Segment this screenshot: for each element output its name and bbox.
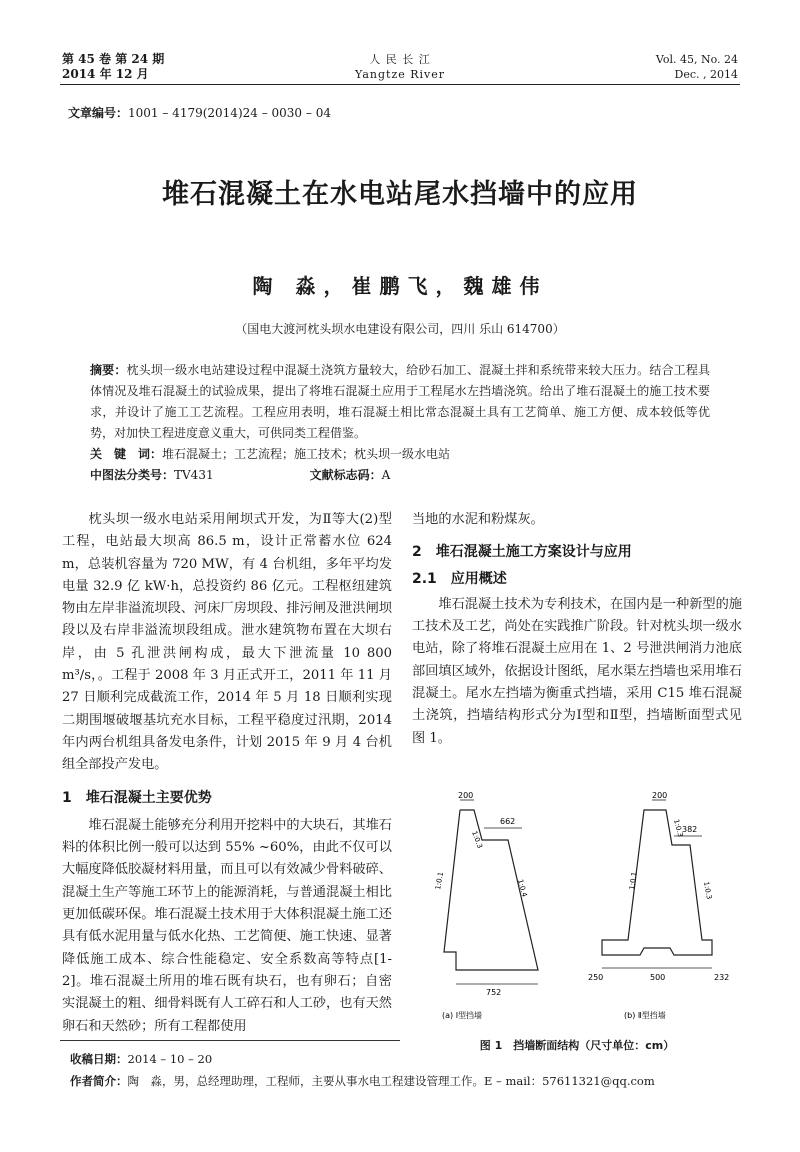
wall-1-slope-front: 1:0.1: [434, 871, 446, 891]
wall-2-top-label: 200: [652, 791, 668, 800]
date-en: Dec. , 2014: [674, 68, 738, 81]
keywords: [90, 445, 450, 462]
wall-1-step-label: 662: [500, 817, 516, 826]
volume-issue-cn: 第 45 卷 第 24 期: [62, 52, 165, 66]
volume-issue-en: Vol. 45, No. 24: [655, 53, 738, 66]
wall-2-right-label: 232: [714, 973, 730, 982]
affiliation: （国电大渡河枕头坝水电建设有限公司，四川 乐山 614700）: [235, 322, 565, 336]
article-number-value: 1001 – 4179(2014)24 – 0030 – 04: [128, 106, 331, 120]
clc-value: TV431: [174, 468, 214, 482]
wall-2-caption: (b) Ⅱ型挡墙: [624, 1011, 666, 1020]
author-bio: [70, 1073, 655, 1089]
journal-volume-en: [656, 52, 738, 82]
left-column: [62, 509, 392, 1038]
wall-1-top-label: 200: [458, 791, 474, 800]
wall-1-base-label: 752: [486, 988, 502, 997]
article-number-label: 文章编号：: [68, 106, 129, 120]
author-bio-label: 作者简介：: [70, 1074, 128, 1088]
clc-label: 中图法分类号：: [90, 468, 175, 482]
right-column: [412, 509, 742, 750]
section-2-1-paragraph: 堆石混凝土技术为专利技术，在国内是一种新型的施工技术及工艺，尚处在实践推广阶段。针对枕头坝一级水电站，除了将堆石混凝土应用在 1、2 号泄洪闸消力池底部回填区域外，依据设计图纸，尾水渠左挡墙也采用堆石混凝土。尾水左挡墙为衡重式挡墙，采用 C15 堆石混凝土浇筑，挡墙结构形式分为Ⅰ型和Ⅱ型，挡墙断面型式见图 1。: [412, 596, 742, 746]
keywords-text: 堆石混凝土；工艺流程；施工技术；枕头坝一级水电站: [162, 447, 451, 461]
wall-2-step-label: 382: [682, 825, 698, 834]
classification: [90, 466, 438, 483]
wall-1-caption: (a) Ⅰ型挡墙: [442, 1011, 483, 1020]
section-2-1-heading: 2.1 应用概述: [412, 570, 507, 587]
received-value: 2014 – 10 – 20: [127, 1052, 213, 1066]
wall-2-slope-front: 1:0.1: [628, 871, 639, 891]
wall-2-mid-label: 500: [650, 973, 666, 982]
continued-text: 当地的水泥和粉煤灰。: [412, 512, 544, 527]
wall-2-slope-upper: 1:0.3: [672, 818, 685, 838]
figure-caption: 图 1 挡墙断面结构（尺寸单位：cm）: [479, 1039, 675, 1052]
intro-paragraph: 枕头坝一级水电站采用闸坝式开发，为Ⅱ等大(2)型工程，电站最大坝高 86.5 m，设计正常蓄水位 624 m，总装机容量为 720 MW，有 4 台机组，多年平均发电量 32.9 亿 kW·h，总投资约 86 亿元。工程枢纽建筑物由左岸非溢流坝段、河床厂房坝段、排污闸及泄洪闸坝段以及右岸非溢流坝段组成。泄水建筑物布置在大坝右岸，由 5 孔泄洪闸构成，最大下泄流量 10 800 m³/s，。工程于 2008 年 3 月正式开工，2011 年 11 月 27 日顺利完成截流工作，2014 年 5 月 18 日顺利实现二期围堰破堰基坑充水目标，工程平稳度过汛期，2014 年内两台机组具备发电条件，计划 2015 年 9 月 4 台机组全部投产发电。: [62, 512, 392, 773]
abstract-label: 摘要：: [90, 363, 127, 377]
wall-1-slope-back: 1:0.4: [516, 878, 529, 898]
header-rule: [60, 84, 740, 85]
abstract-text: 枕头坝一级水电站建设过程中混凝土浇筑方量较大，给砂石加工、混凝土拌和系统带来较大压力。结合工程具体情况及堆石混凝土的试验成果，提出了将堆石混凝土应用于工程尾水左挡墙浇筑。给出了堆石混凝土的施工技术要求，并设计了施工工艺流程。工程应用表明，堆石混凝土相比常态混凝土具有工艺简单、施工方便、成本较低等优势，对加快工程进度意义重大，可供同类工程借鉴。: [90, 363, 710, 440]
wall-2-slope-back: 1:0.3: [702, 880, 714, 901]
footnote-rule: [60, 1040, 400, 1041]
article-number: [68, 104, 331, 121]
section-2-heading: 2 堆石混凝土施工方案设计与应用: [412, 544, 632, 561]
retaining-wall-figure: [412, 790, 742, 1030]
date-cn: 2014 年 12 月: [62, 67, 149, 81]
received-date: [70, 1051, 212, 1067]
section-1-heading: 1 堆石混凝土主要优势: [62, 789, 212, 806]
journal-name: [330, 52, 470, 82]
journal-name-en: Yangtze River: [354, 68, 446, 81]
abstract: [90, 360, 710, 444]
author-list: 陶 淼，崔鹏飞，魏雄伟: [252, 274, 548, 298]
paper-title: 堆石混凝土在水电站尾水挡墙中的应用: [162, 179, 638, 210]
doc-code-value: A: [381, 468, 391, 482]
keywords-label: 关 键 词：: [90, 447, 163, 461]
wall-1-slope-upper: 1:0.3: [470, 829, 484, 850]
author-bio-text: 陶 淼，男，总经理助理，工程师，主要从事水电工程建设管理工作。E – mail：57611321@qq.com: [127, 1074, 655, 1088]
journal-volume-cn: [62, 52, 164, 82]
section-1-paragraph: 堆石混凝土能够充分利用开挖料中的大块石，其堆石料的体积比例一般可以达到 55% ~60%，由此不仅可以大幅度降低胶凝材料用量，而且可以有效减少骨料破碎、混凝土生产等施工环节上的能源消耗，与普通混凝土相比更加低碳环保。堆石混凝土技术用于大体积混凝土施工还具有低水泥用量与低水化热、工艺简便、施工快速、显著降低施工成本、综合性能稳定、安全系数高等特点[1-2]。堆石混凝土所用的堆石既有块石，也有卵石；自密实混凝土的粗、细骨料既有人工碎石和人工砂，也有天然卵石和天然砂；所有工程都使用: [62, 817, 392, 1034]
doc-code-label: 文献标志码：: [309, 468, 382, 482]
wall-2-left-label: 250: [588, 973, 604, 982]
journal-name-cn: 人 民 长 江: [369, 53, 431, 66]
received-label: 收稿日期：: [70, 1052, 128, 1066]
